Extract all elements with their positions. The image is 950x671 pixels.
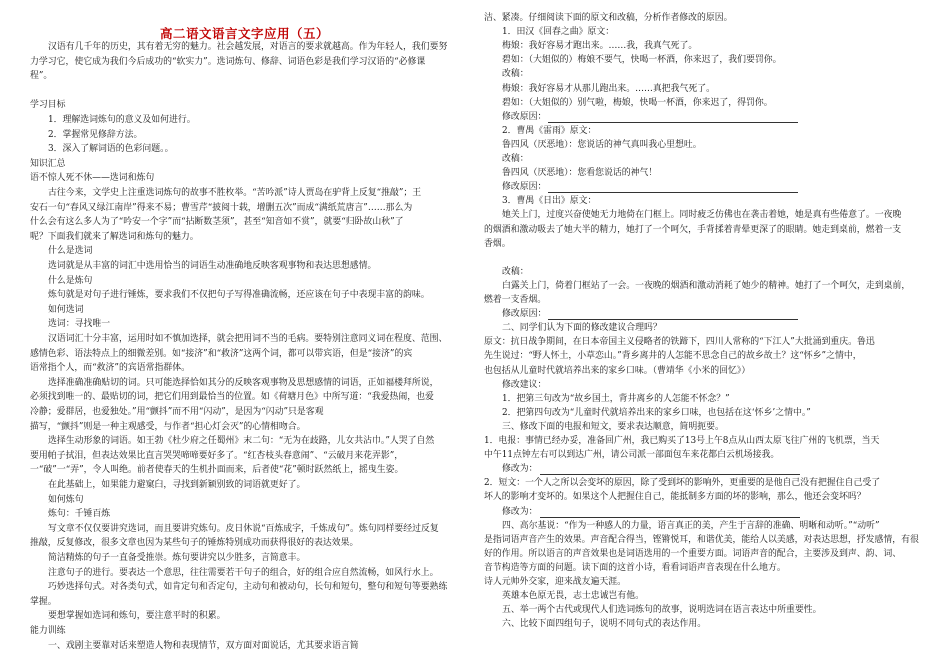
text-line: 要想掌握如选词和炼句，要注意平时的积累。 xyxy=(48,611,226,622)
text-line: 3．曹禺《日出》原文： xyxy=(502,196,597,207)
answer-blank-line xyxy=(540,507,800,518)
text-line: 什么是选词 xyxy=(48,246,93,257)
text-line: 汉语词汇十分丰富，运用时如不慎加选择，就会把用词不当的毛病。要特别注意同义词在程度、范围、 xyxy=(48,334,448,344)
text-line: 要用帕子拭泪，但表达效果比直言哭哭啼啼要好多了。“红杏枝头春意闹”、“云破月来花弄影”， xyxy=(30,450,404,461)
text-line: 选词：寻找唯一 xyxy=(48,319,111,330)
text-line: 掌握。 xyxy=(30,596,57,607)
text-line: 选择准确准确贴切的词。只可能选择恰如其分的反映客观事物及思想感情的词语，正如福楼拜所说， xyxy=(48,377,439,388)
text-line: 呢？下面我们就来了解选词和炼句的魅力。 xyxy=(30,231,199,242)
text-line: 语不惊人死不休——选词和炼句 xyxy=(30,173,155,184)
text-line: 诗人元帅外交家，迎来战友遍天涯。 xyxy=(484,577,626,587)
text-line: 一、戏剧主要靠对话来塑造人物和表现情节，双方面对面说话，尤其要求语言简 xyxy=(48,640,359,651)
text-line: 知识汇总 xyxy=(30,158,66,169)
text-line: 力学习它，使它成为我们今后成功的“软实力”。选词炼句、修辞、词语色彩是我们学习汉语的“必修课 xyxy=(30,56,426,67)
text-line: 改稿： xyxy=(502,154,529,164)
text-line: 冷静；爱群居，也爱独处。”用“颤抖”而不用“闪动”，是因为“闪动”只是客观 xyxy=(30,407,324,417)
text-line: 1．把第三句改为“故乡国土，背井离乡的人怎能不怀念？” xyxy=(502,393,730,404)
text-line: 修改建议： xyxy=(502,379,547,390)
text-line: 音节构造等方面的问题。读下面的这首小诗，看看词语声音表现在什么地方。 xyxy=(484,562,786,573)
text-line: 如何炼句 xyxy=(48,494,84,505)
text-line: 2．短文：一个人之所以会变坏的原因，除了受到坏的影响外，更重要的是他自己没有把握住自己受了 xyxy=(484,478,881,489)
page-title: 高二语文语言文字应用（五） xyxy=(160,26,330,41)
text-line: 2．掌握常见修辞方法。 xyxy=(48,129,143,140)
text-line: 她关上门，过度兴奋使她无力地倚在门框上。同时疲乏仿佛也在袭击着她，她是真有些倦意了。一夜晚 xyxy=(502,210,902,221)
text-line: 语常指个人，而“救济”的宾语常指群体。 xyxy=(30,363,190,374)
answer-blank-line xyxy=(548,309,798,320)
text-line: 简洁精炼的句子一直备受推崇。炼句要讲究以少胜多，言简意丰。 xyxy=(48,553,306,563)
answer-blank-line xyxy=(540,464,800,475)
text-line: 的烟酒和激动吸去了她大半的精力，她打了一个呵欠，手背揉着青晕更深了的眼睛。她走到桌前，燃着一支 xyxy=(484,224,902,235)
text-line: 在此基础上，如果能力避窠臼，寻找到新颖别致的词语就更好了。 xyxy=(48,480,306,490)
text-line: 古往今来，文学史上注重选词炼句的故事不胜枚举。“苦吟派”诗人贾岛在驴背上反复“推敲”；王 xyxy=(48,188,422,198)
text-line: 学习目标 xyxy=(30,100,66,111)
text-line: 2．曹禺《雷雨》原文： xyxy=(502,125,597,136)
text-line: 中午11点钟左右可以到达广州，请公司派一部面包车来花都白云机场接我。 xyxy=(484,450,780,461)
text-line: 注意句子的进行。要表达一个意思，往往需要若干句子的组合，好的组合应自然流畅，如风行水上。 xyxy=(48,567,439,578)
text-line: 是指词语声音产生的效果。声音配合得当，铿锵悦耳，和谐优美，能给人以美感，对表达思想，抒发感情，有很 xyxy=(484,534,919,545)
text-line: 炼句就是对句子进行锤炼，要求我们不仅把句子写得准确流畅，还应该在句子中表现丰富的韵味。 xyxy=(48,290,430,301)
text-line: 鲁四风（厌恶地）：您看您说话的神气！ xyxy=(502,168,658,179)
text-line: 1．理解选词炼句的意义及如何进行。 xyxy=(48,115,196,125)
text-line: 先生说过：“野人怀土，小草恋山。”背乡离井的人怎能不思念自己的故乡故土？这“怀乡”之情中， xyxy=(484,351,862,362)
text-line: 推敲，反复修改，很多文章也因为某些句子的锤炼特别成功而获得很好的表达效果。 xyxy=(30,538,359,549)
text-line: 五、举一两个古代或现代人们选词炼句的故事，说明选词在语言表达中所重要性。 xyxy=(502,605,822,616)
text-line: 巧妙选择句式。对各类句式，如肯定句和否定句，主动句和被动句，长句和短句，整句和短句等要熟练 xyxy=(48,582,448,593)
text-line: 选择生动形象的词语。如王勃《杜少府之任蜀州》末二句：“无为在歧路，儿女共沾巾。”人哭了自然 xyxy=(48,436,435,447)
text-line: 如何选词 xyxy=(48,304,84,315)
text-line: 坏人的影响才变坏的。如果这个人把握住自己，能抵制多方面的坏的影响，那么，他还会变坏吗？ xyxy=(484,492,866,503)
answer-blank-line xyxy=(548,182,798,193)
answer-blank-line xyxy=(548,112,798,123)
text-line: 修改为： xyxy=(502,506,800,518)
text-line: 燃着一支香烟。 xyxy=(484,295,547,305)
text-line: 鲁四风（厌恶地）：您说话的神气真叫我心里想吐。 xyxy=(502,139,702,150)
text-line: 改稿： xyxy=(502,266,529,277)
text-line: 香烟。 xyxy=(484,238,511,249)
text-line: 2．把第四句改为“儿童时代就培养出来的家乡口味，也包括在这‘怀乡’之情中。” xyxy=(502,407,811,418)
text-line: 炼句：千锤百炼 xyxy=(48,509,111,520)
text-line: 三、修改下面的电报和短文，要求表达顺意，简明扼要。 xyxy=(502,421,724,432)
text-line: 碧如：（大姐似的）别气啦，梅娘，快喝一杯酒，你来迟了，得罚你。 xyxy=(502,97,773,108)
text-line: 洁、紧凑。仔细阅读下面的原文和改稿，分析作者修改的原因。 xyxy=(484,13,733,23)
text-line: 修改为： xyxy=(502,463,800,475)
text-line: 汉语有几千年的历史，其有着无穷的魅力。社会越发展，对语言的要求就越高。作为年轻人，我们要努 xyxy=(48,42,448,52)
text-line: 程”。 xyxy=(30,71,53,82)
text-line: 梅娘：我好容易才从那儿跑出来。……真把我气死了。 xyxy=(502,83,715,94)
text-line: 梅娘：我好容易才跑出来。……我，我真气死了。 xyxy=(502,41,698,52)
text-line: 四、高尔基说：“作为一种感人的力量，语言真正的美，产生于言辞的准确、明晰和动听。”“动听” xyxy=(502,520,880,531)
text-line: 改稿： xyxy=(502,69,529,80)
text-line: 修改原因： xyxy=(502,308,798,320)
text-line: 安石一句“春风又绿江南岸”得来不易；曹雪芹“披阅十载，增删五次”而成“满纸荒唐言”……那么为 xyxy=(30,202,413,213)
text-line: 选词就是从丰富的词汇中选用恰当的词语生动准确地反映客观事物和表达思想感情。 xyxy=(48,261,377,271)
text-line: 英雄本色原无畏，志士忠诚岂有他。 xyxy=(502,591,644,602)
text-line: 3．深入了解词语的色彩问题。。 xyxy=(48,144,174,155)
text-line: 二、同学们认为下面的修改建议合理吗？ xyxy=(502,323,662,334)
text-line: 1．田汉《回春之曲》原文： xyxy=(502,27,615,38)
text-line: 能力训练 xyxy=(30,626,66,636)
text-line: 一“破”一“弄”，令人叫绝。前者使春天的生机扑面而来，后者使“花”顿时跃然纸上，摇曳生姿。 xyxy=(30,465,404,476)
text-line: 好的作用。所以语言的声音效果也是词语选用的一个重要方面。词语声音的配合，主要涉及到声、韵、词、 xyxy=(484,548,902,559)
text-line: 感情色彩、语法特点上的细微差别。如“接济”和“救济”这两个词，都可以带宾语，但是“接济”的宾 xyxy=(30,348,413,359)
text-line: 六、比较下面四组句子，说明不同句式的表达作用。 xyxy=(502,619,707,630)
text-line: 必须找到唯一的、最贴切的词，把它们用到最恰当的位置。如《荷塘月色》中所写道：“我爱热闹，也爱 xyxy=(30,392,434,403)
text-line: 碧如：（大姐似的）梅娘不要气，快喝一杯酒，你来迟了，我们要罚你。 xyxy=(502,55,782,66)
text-line: 修改原因： xyxy=(502,181,798,193)
text-line: 什么会有这么多人为了“吟安一个字”而“拈断数茎须”，甚至“知音如不赏”，就要“归卧故山秋”了 xyxy=(30,217,404,228)
text-line: 修改原因： xyxy=(502,111,798,123)
text-line: 白露关上门，倚着门框站了一会。一夜晚的烟酒和激动消耗了她少的精神。她打了一个呵欠，走到桌前， xyxy=(502,280,911,291)
text-line: 原文：抗日战争期间，在日本帝国主义侵略者的铁蹄下，四川人常称的“下江人”大批涌到重庆。鲁迅 xyxy=(484,337,875,348)
text-line: 也包括从儿童时代就培养出来的家乡口味。（曹靖华《小米的回忆》） xyxy=(484,365,751,376)
text-line: 描写，“颤抖”则是一种主观感受，与作者“担心灯会灭”的心情相吻合。 xyxy=(30,421,306,432)
text-line: 什么是炼句 xyxy=(48,275,93,286)
text-line: 写文章不仅仅要讲究选词，而且要讲究炼句。皮日休说“百炼成字，千炼成句”。炼句同样要经过反复 xyxy=(48,523,439,534)
text-line: 1．电报：事情已经办妥，准备回广州，我已购买了13号上午8点从山西太原飞往广州的飞机票，当天 xyxy=(484,436,880,446)
